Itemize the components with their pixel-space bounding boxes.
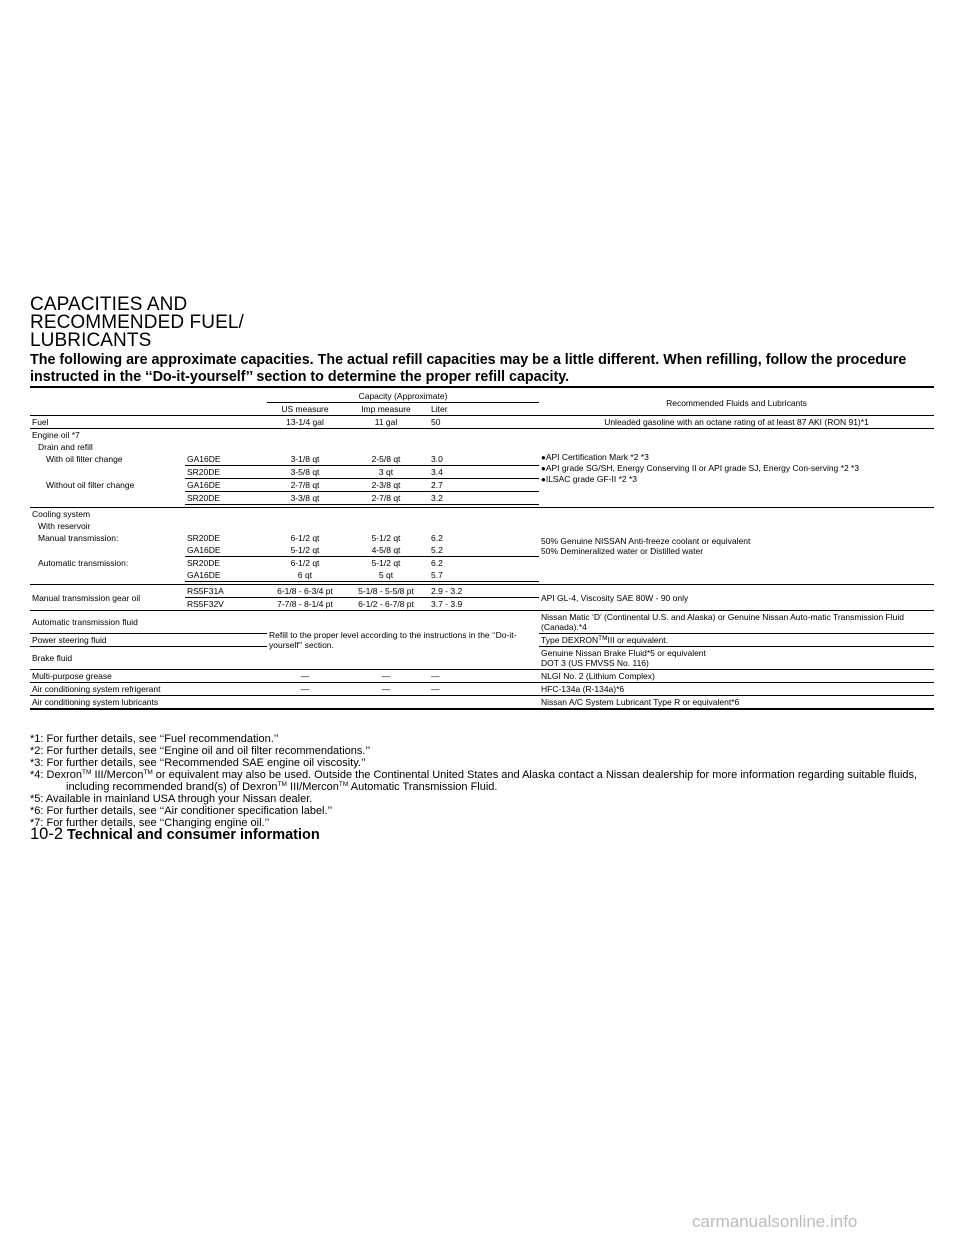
table-row xyxy=(30,585,934,598)
row-label: Without oil filter change xyxy=(46,479,135,490)
title-line-2: RECOMMENDED FUEL/ xyxy=(30,312,244,333)
cell-recommended: Nissan A/C System Lubricant Type R or equivalent*6 xyxy=(539,696,934,710)
recommended-header: Recommended Fluids and Lubricants xyxy=(539,390,934,416)
table-top-rule xyxy=(30,386,934,388)
capacities-table xyxy=(30,390,934,710)
cell-imp: — xyxy=(343,683,429,696)
cell-imp: 11 gal xyxy=(343,416,429,429)
cell-imp: 2-5/8 qt xyxy=(343,453,429,466)
cell-imp: 2-3/8 qt xyxy=(343,479,429,492)
cell-imp: 2-7/8 qt xyxy=(343,492,429,505)
cell-us: 6-1/2 qt xyxy=(290,558,320,568)
cell-model: SR20DE xyxy=(187,533,221,543)
footnote-1: *1: For further details, see ‘‘Fuel recommendation.’’ xyxy=(30,733,279,745)
cell-us: 6-1/2 qt xyxy=(290,533,320,543)
cell-liter: 3.2 xyxy=(429,492,469,505)
footnote-3: *3: For further details, see ‘‘Recommended SAE engine oil viscosity.’’ xyxy=(30,757,366,769)
cell-us: 5-1/2 qt xyxy=(267,544,343,557)
cell-imp: 3 qt xyxy=(343,466,429,479)
cell-recommended: 50% Genuine NISSAN Anti-freeze coolant or equivalent 50% Demineralized water or Distilled water xyxy=(539,508,934,585)
cell-model: SR20DE xyxy=(185,466,267,479)
cell-imp: — xyxy=(343,670,429,683)
cell-model: RS5F31A xyxy=(185,585,267,598)
cell-imp: 5-1/8 - 5-5/8 pt xyxy=(343,585,429,598)
cell-imp: 4-5/8 qt xyxy=(343,544,429,557)
cell-us: 6 qt xyxy=(267,569,343,582)
cell-model: GA16DE xyxy=(185,569,267,582)
header-row-1 xyxy=(30,390,934,403)
footnote-7: *7: For further details, see ‘‘Changing engine oil.’’ xyxy=(30,817,270,829)
cell-liter: 5.2 xyxy=(429,544,469,557)
cell-us: — xyxy=(267,683,343,696)
cell-recommended: Genuine Nissan Brake Fluid*5 or equivalent DOT 3 (US FMVSS No. 116) xyxy=(539,647,934,670)
table-row xyxy=(30,508,934,521)
cell-liter: — xyxy=(429,670,469,683)
capacity-header: Capacity (Approximate) xyxy=(267,390,539,403)
row-label: Brake fluid xyxy=(30,647,267,670)
cell-recommended: Unleaded gasoline with an octane rating of at least 87 AKI (RON 91)*1 xyxy=(539,416,934,429)
cell-imp: 5-1/2 qt xyxy=(371,533,401,543)
cell-imp: 6-1/2 - 6-7/8 pt xyxy=(343,598,429,611)
row-sublabel: Drain and refill xyxy=(38,442,93,452)
table-row xyxy=(30,429,934,442)
cell-recommended: API GL-4, Viscosity SAE 80W - 90 only xyxy=(539,585,934,611)
cell-liter: 3.0 xyxy=(429,453,469,466)
cell-us: 7-7/8 - 8-1/4 pt xyxy=(267,598,343,611)
title-line-1: CAPACITIES AND xyxy=(30,294,188,315)
bullet-icon: ● xyxy=(541,474,546,484)
bullet-icon: ● xyxy=(541,452,546,462)
row-label: Power steering fluid xyxy=(30,634,267,647)
cell-model: SR20DE xyxy=(187,558,221,568)
cell-model: GA16DE xyxy=(185,453,267,466)
row-label: Cooling system xyxy=(32,509,91,519)
imp-measure-header: Imp measure xyxy=(343,403,429,416)
row-label: With oil filter change xyxy=(46,454,123,464)
footnote-4: *4: Dexron™ III/Mercon™ or equivalent may also be used. Outside the Continental United States and Alaska contact a Nissan dealership for more information regarding suitable fluids, including recommended brand(s) of Dexron™ III/Mercon™ Automatic Transmission Fluid. xyxy=(30,769,918,793)
cell-us: 3-3/8 qt xyxy=(267,492,343,505)
row-label: Manual transmission: xyxy=(38,533,119,543)
intro-paragraph: The following are approximate capacities. The actual refill capacities may be a little different. When refilling, follow the procedure instructed in the ‘‘Do-it-yourself’’ section to determine the proper refill capacity. xyxy=(30,352,907,385)
footnote-6: *6: For further details, see ‘‘Air conditioner specification label.’’ xyxy=(30,805,333,817)
footnote-5: *5: Available in mainland USA through your Nissan dealer. xyxy=(30,793,313,805)
cell-us: — xyxy=(267,670,343,683)
row-label: Engine oil *7 xyxy=(32,430,80,440)
cell-model: GA16DE xyxy=(185,544,267,557)
cell-us: 2-7/8 qt xyxy=(267,479,343,492)
cell-liter: 5.7 xyxy=(429,569,469,582)
row-label: Automatic transmission: xyxy=(38,557,129,568)
cell-model: RS5F32V xyxy=(185,598,267,611)
page-footer xyxy=(30,825,320,844)
section-title xyxy=(30,296,730,350)
cell-recommended: NLGI No. 2 (Lithium Complex) xyxy=(539,670,934,683)
bullet-icon: ● xyxy=(541,463,546,473)
page-number: 10-2 xyxy=(30,825,64,843)
cell-imp: 5 qt xyxy=(343,569,429,582)
cell-us: 13-1/4 gal xyxy=(267,416,343,429)
cell-us: 3-5/8 qt xyxy=(267,466,343,479)
row-label: Manual transmission gear oil xyxy=(30,585,185,611)
row-label: Air conditioning system refrigerant xyxy=(30,683,267,696)
cell-liter: 6.2 xyxy=(431,533,443,543)
us-measure-header: US measure xyxy=(267,403,343,416)
chapter-title: Technical and consumer information xyxy=(67,827,320,843)
table-row xyxy=(30,670,934,683)
cell-liter: 6.2 xyxy=(431,558,443,568)
table-row xyxy=(30,696,934,710)
cell-model: SR20DE xyxy=(185,492,267,505)
cell-model: GA16DE xyxy=(185,479,267,492)
cell-liter: 50 xyxy=(429,416,469,429)
cell-imp: 5-1/2 qt xyxy=(371,558,401,568)
row-label: Air conditioning system lubricants xyxy=(30,696,267,710)
cell-liter: 3.4 xyxy=(429,466,469,479)
row-label: Automatic transmission fluid xyxy=(30,611,267,634)
cell-recommended: Type DEXRON™III or equivalent. xyxy=(539,634,934,647)
cell-us: 3-1/8 qt xyxy=(267,453,343,466)
cell-recommended: ●API Certification Mark *2 *3 ●API grade SG/SH, Energy Conserving II or API grade SJ, Energy Con-serving *2 *3 ●ILSAC grade GF-II *2 *3 xyxy=(539,429,934,508)
footnote-2: *2: For further details, see ‘‘Engine oil and oil filter recommendations.’’ xyxy=(30,745,371,757)
cell-liter: 2.7 xyxy=(429,479,469,492)
row-label: Multi-purpose grease xyxy=(30,670,267,683)
refill-note: Refill to the proper level according to the instructions in the ‘‘Do-it-yourself’’ section. xyxy=(267,611,539,670)
footnotes xyxy=(30,733,934,829)
cell-liter: 3.7 - 3.9 xyxy=(429,598,539,611)
table-row xyxy=(30,416,934,429)
watermark: carmanualsonline.info xyxy=(692,1212,858,1231)
cell-liter: — xyxy=(429,683,469,696)
table-row xyxy=(30,683,934,696)
cell-recommended: HFC-134a (R-134a)*6 xyxy=(539,683,934,696)
row-sublabel: With reservoir xyxy=(38,521,91,531)
title-line-3: LUBRICANTS xyxy=(30,330,152,351)
liter-header: Liter xyxy=(429,403,469,416)
cell-us: 6-1/8 - 6-3/4 pt xyxy=(267,585,343,598)
table-row xyxy=(30,611,934,634)
cell-liter: 2.9 - 3.2 xyxy=(429,585,539,598)
cell-recommended: Nissan Matic ‘D’ (Continental U.S. and Alaska) or Genuine Nissan Auto-matic Transmission Fluid (Canada).*4 xyxy=(539,611,934,634)
row-label: Fuel xyxy=(30,416,267,429)
